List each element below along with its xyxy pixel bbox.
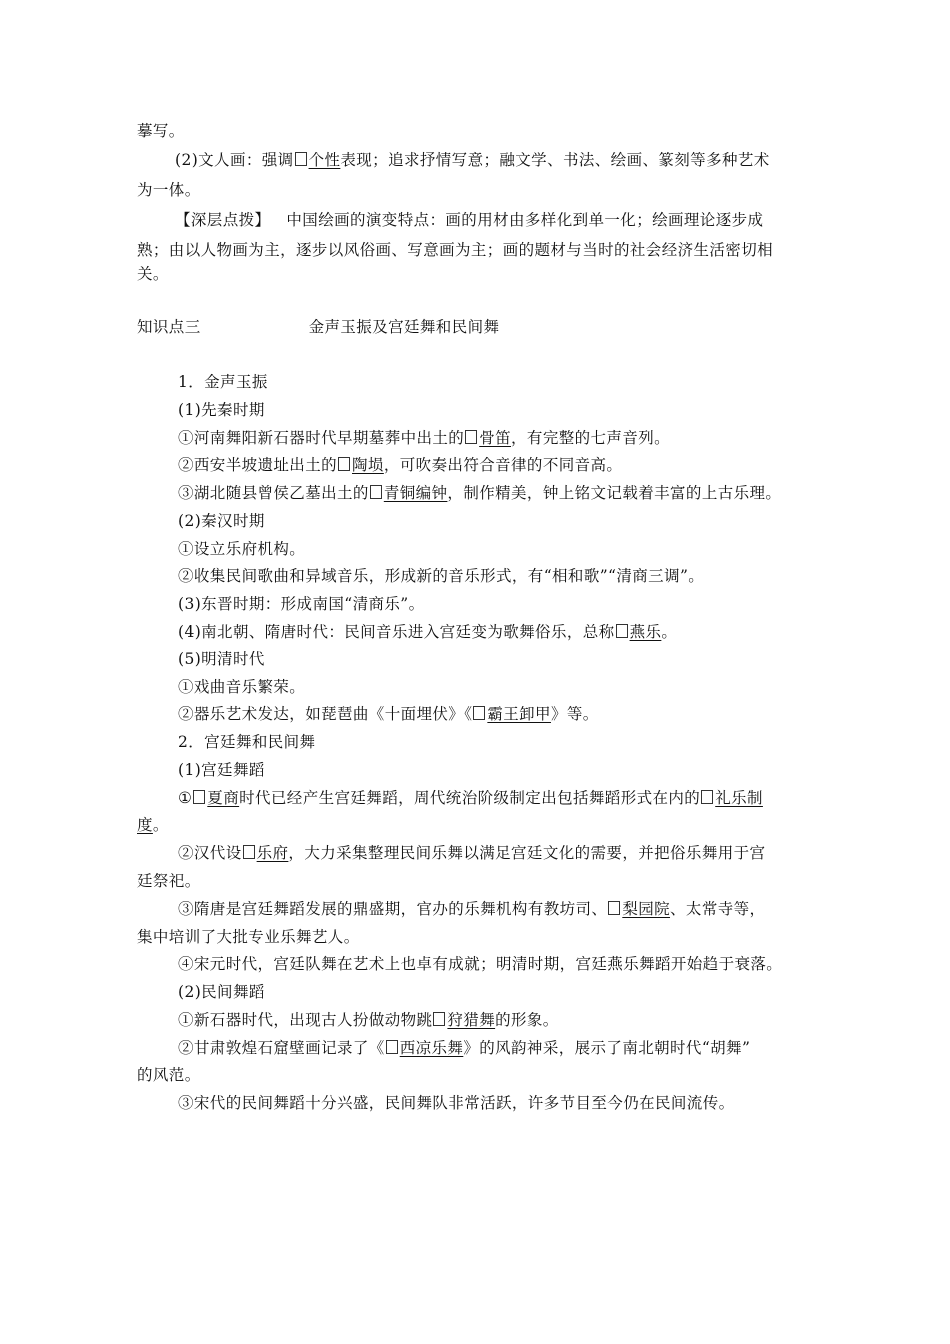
- blank-box: [433, 1012, 445, 1026]
- text-line: ④宋元时代，宫廷队舞在艺术上也卓有成就；明清时期，宫廷燕乐舞蹈开始趋于衰落。: [178, 955, 783, 973]
- text-line: ②甘肃敦煌石窟壁画记录了《 西凉乐舞》的风韵神采，展示了南北朝时代“胡舞”: [178, 1039, 751, 1057]
- blank-box: [473, 706, 485, 720]
- text-line: ③宋代的民间舞蹈十分兴盛，民间舞队非常活跃，许多节目至今仍在民间流传。: [178, 1094, 735, 1112]
- text-line: (1)宫廷舞蹈: [178, 761, 265, 779]
- text-line: (4)南北朝、隋唐时代：民间音乐进入宫廷变为歌舞俗乐，总称 燕乐。: [178, 623, 678, 641]
- text-line: ②收集民间歌曲和异域音乐，形成新的音乐形式，有“相和歌”“清商三调”。: [178, 567, 705, 585]
- text-line: ②西安半坡遗址出土的 陶埙，可吹奏出符合音律的不同音高。: [178, 456, 623, 474]
- text-line: (3)东晋时期：形成南国“清商乐”。: [178, 595, 425, 613]
- blank-box: [338, 457, 350, 471]
- text-line: 摹写。: [137, 122, 185, 140]
- text-line: ①河南舞阳新石器时代早期墓葬中出土的 骨笛，有完整的七声音列。: [178, 429, 671, 447]
- blank-box: [243, 845, 255, 859]
- text-line: ②汉代设 乐府，大力采集整理民间乐舞以满足宫廷文化的需要，并把俗乐舞用于宫: [178, 844, 766, 862]
- text-line: 度。: [137, 816, 169, 834]
- text-line: 熟；由以人物画为主，逐步以风俗画、写意画为主；画的题材与当时的社会经济生活密切相: [137, 241, 774, 259]
- blank-box: [465, 430, 477, 444]
- text-line: (2)秦汉时期: [178, 512, 265, 530]
- text-line: (2)文人画：强调 个性表现；追求抒情写意；融文学、书法、绘画、篆刻等多种艺术: [175, 151, 770, 169]
- text-line: 的风范。: [137, 1066, 201, 1084]
- text-line: ③湖北随县曾侯乙墓出土的 青铜编钟，制作精美，钟上铭文记载着丰富的上古乐理。: [178, 484, 782, 502]
- text-line: ①新石器时代，出现古人扮做动物跳 狩猎舞的形象。: [178, 1011, 559, 1029]
- blank-box: [701, 790, 713, 804]
- text-line: 为一体。: [137, 181, 201, 199]
- blank-box: [616, 624, 628, 638]
- text-line: (1)先秦时期: [178, 401, 265, 419]
- blank-box: [386, 1040, 398, 1054]
- blank-box: [193, 790, 205, 804]
- deep-tip-line: 【深层点拨】 中国绘画的演变特点：画的用材由多样化到单一化；绘画理论逐步成: [175, 211, 764, 229]
- text-line: ①戏曲音乐繁荣。: [178, 678, 306, 696]
- text-line: ① 夏商时代已经产生宫廷舞蹈，周代统治阶级制定出包括舞蹈形式在内的 礼乐制: [178, 789, 763, 807]
- text-line: ②器乐艺术发达，如琵琶曲《十面埋伏》《 霸王卸甲》等。: [178, 705, 599, 723]
- subheading: 2．宫廷舞和民间舞: [178, 733, 316, 751]
- text-line: ①设立乐府机构。: [178, 540, 306, 558]
- blank-box: [608, 901, 620, 915]
- text-line: 关。: [137, 265, 169, 283]
- subheading: 1．金声玉振: [178, 373, 268, 391]
- text-line: 廷祭祀。: [137, 872, 201, 890]
- text-line: (5)明清时代: [178, 650, 265, 668]
- section-heading: 知识点三 金声玉振及宫廷舞和民间舞: [137, 318, 500, 336]
- text-line: 集中培训了大批专业乐舞艺人。: [137, 928, 360, 946]
- blank-box: [295, 152, 307, 166]
- blank-box: [370, 485, 382, 499]
- text-line: (2)民间舞蹈: [178, 983, 265, 1001]
- text-line: ③隋唐是宫廷舞蹈发展的鼎盛期，官办的乐舞机构有教坊司、 梨园院、太常寺等，: [178, 900, 766, 918]
